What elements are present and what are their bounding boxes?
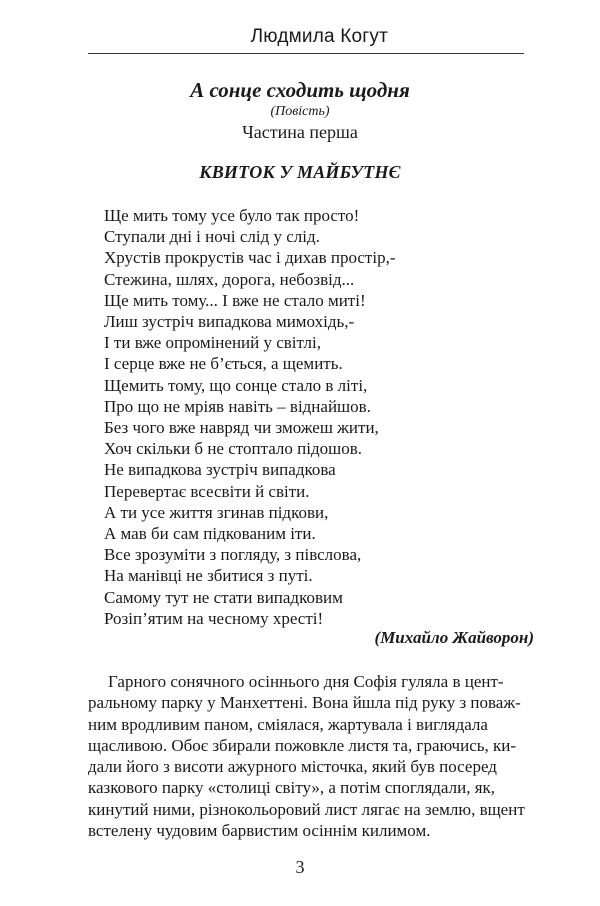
prose-line: Гарного сонячного осіннього дня Софія гуляла в цент- (108, 672, 504, 691)
body-paragraph (88, 671, 525, 841)
page-number: 3 (295, 857, 305, 877)
poem-line: Щемить тому, що сонце стало в літі, (104, 375, 368, 395)
prose-line: дали його з висоти ажурного місточка, який був посеред (88, 757, 497, 777)
prose-line: казкового парку «столиці світу», а потім споглядали, як, (88, 778, 496, 798)
poem-line: І серце вже не б’ється, а щемить. (104, 354, 343, 374)
genre-label: (Повість) (270, 104, 330, 119)
epigraph-poem (104, 205, 395, 629)
poem-attribution: (Михайло Жайворон) (374, 628, 534, 647)
running-header-author: Людмила Когут (250, 26, 388, 47)
poem-line: Про що не мріяв навіть – віднайшов. (104, 396, 371, 416)
poem-line: Перевертає всесвіти й світи. (104, 481, 310, 501)
poem-line: На манівці не збитися з путі. (104, 566, 313, 586)
prose-line: ним вродливим паном, сміялася, жартувала і виглядала (88, 714, 488, 734)
prose-line: встелену чудовим барвистим осіннім килимом. (88, 821, 431, 841)
poem-line: Хоч скільки б не стоптало підошов. (104, 439, 362, 459)
poem-line: Стежина, шлях, дорога, небозвід... (104, 269, 355, 289)
prose-line: щасливою. Обоє збирали пожовкле листя та, граючись, ки- (88, 735, 517, 755)
poem-line: А мав би сам підкованим іти. (104, 524, 316, 544)
part-label: Частина перша (242, 122, 358, 142)
poem-line: Ступали дні і ночі слід у слід. (104, 227, 320, 247)
header-rule (88, 53, 524, 54)
chapter-title: КВИТОК У МАЙБУТНЄ (199, 162, 401, 182)
poem-line: Лиш зустріч випадкова мимохідь,- (104, 312, 355, 332)
poem-line: Самому тут не стати випадковим (104, 587, 343, 607)
poem-line: Ще мить тому усе було так просто! (104, 206, 360, 225)
poem-line: І ти вже опромінений у світлі, (104, 333, 321, 353)
poem-line: Розіп’ятим на чесному хресті! (104, 608, 324, 628)
poem-line: Хрустів прокрустів час і дихав простір,- (104, 248, 396, 268)
book-title: А сонце сходить щодня (190, 78, 410, 102)
poem-line: Все зрозуміти з погляду, з півслова, (104, 545, 362, 565)
poem-line: Ще мить тому... І вже не стало миті! (104, 290, 366, 310)
poem-line: А ти усе життя згинав підкови, (104, 502, 329, 522)
prose-line: кинутий ними, різнокольоровий лист лягає на землю, вщент (88, 799, 525, 819)
prose-line: ральному парку у Манхеттені. Вона йшла під руку з поваж- (88, 693, 521, 713)
poem-line: Не випадкова зустріч випадкова (104, 460, 336, 480)
poem-line: Без чого вже навряд чи зможеш жити, (104, 418, 379, 438)
